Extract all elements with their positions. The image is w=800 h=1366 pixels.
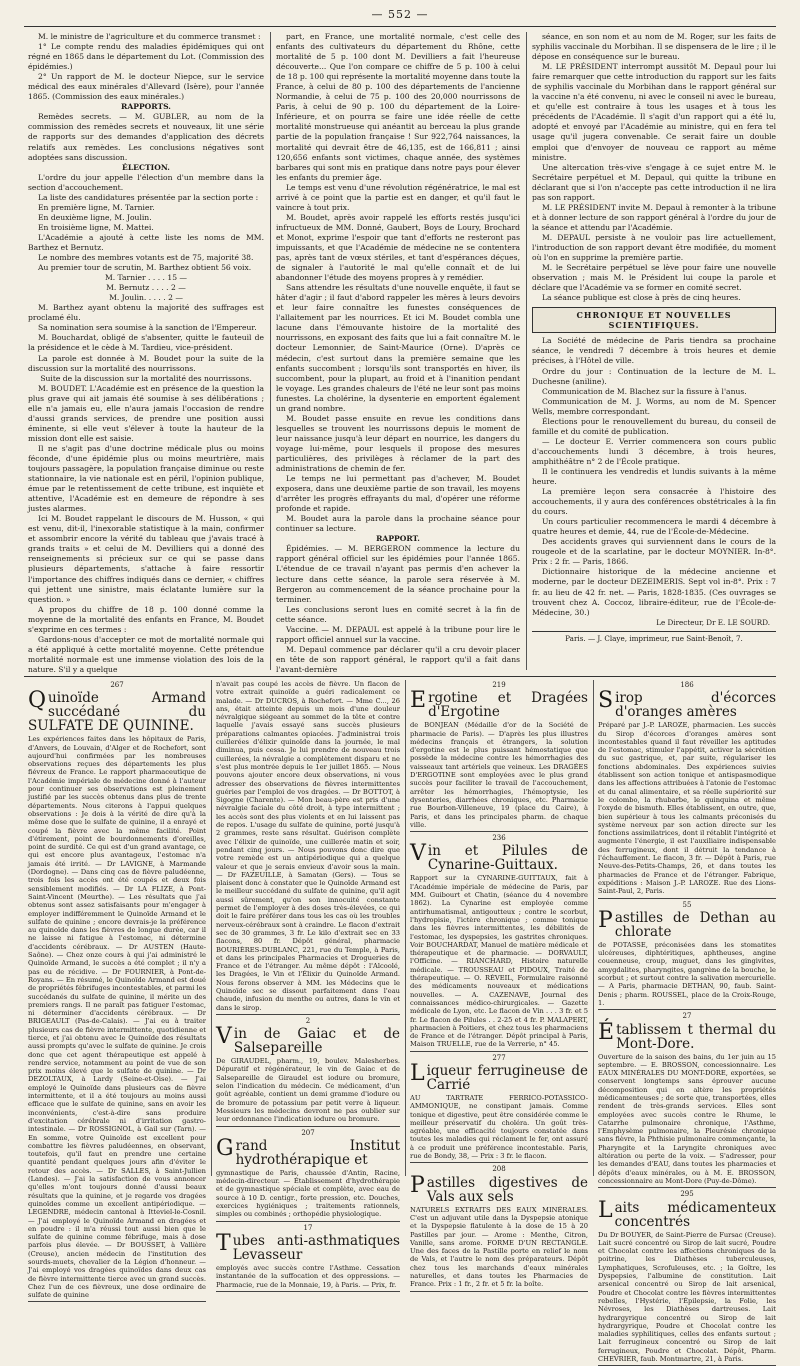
paragraph: L'ordre du jour appelle l'élection d'un membre dans la section d'accouchement. [28, 172, 264, 192]
ad-ergotine-body: de BONJEAN (Médaille d'or de la Société de pharmacie de Paris). — D'après les plus illustres médecins français et étrangers, la solution d'ergotine est le plus puissant hémostatique que possède la médecine contre les hémorrhagies des vaisseaux tant artériels que veineux. Les DRAGÉES D'ERGOTINE sont employées avec le plus grand succès pour faciliter le travail de l'accouchement, arrêter les hémorrhagies, l'hémoptysie, les dysenteries, diarrhées chroniques, etc. Pharmacie rue Bourbon-Villeneuve, 19 (place du Caire), à Paris, et dans les principales pharm. de chaque ville. [410, 721, 588, 829]
ad-column-3 [410, 680, 588, 1289]
ad-laits-medicamenteux-title [598, 1197, 776, 1230]
section-banner: CHRONIQUE ET NOUVELLES SCIENTIFIQUES. [532, 307, 776, 333]
printer-imprint: Paris. — J. Claye, imprimeur, rue Saint-Benoît, 7. [532, 631, 776, 644]
paragraph: Des accidents graves qui surviennent dans le cours de la rougeole et de la scarlatine, par le docteur MOYNIER. In-8°. Prix : 2 fr. — Paris, 1866. [532, 537, 776, 567]
paragraph: Ordre du jour : Continuation de la lecture de M. L. Duchesne (aniline). [532, 366, 776, 386]
ad-divider [598, 1187, 776, 1188]
ad-pastilles-vals-number: 208 [492, 1165, 506, 1174]
ad-liqueur-carrie-title-text: iqueur ferrugineuse de Carrié [426, 1062, 588, 1093]
paragraph: M. LE PRÉSIDENT invite M. Depaul à remonter à la tribune et à donner lecture de son rapport général à l'ordre du jour de la séance et attendu par l'Académie. [532, 202, 776, 232]
ad-mont-dore-initial: É [598, 1019, 615, 1045]
ad-divider [216, 1291, 400, 1292]
ad-quinoide-number: 267 [110, 681, 124, 689]
ad-quinoide-body: Les expériences faites dans les hôpitaux de Paris, d'Anvers, de Louvain, d'Alger et de Rochefort, sont aujourd'hui confirmées par les nombreuses observations reçues des départements les plus fiévreux de France. Le rapport pharmaceutique de l'Académie impériale de médecine donné à l'auteur pour continuer ses observations est pleinement justifié par les succès obtenus dans plus de trente départements. Nous citerons à l'appui quelques observations : Je dois à la vérité de dire qu'à la même dose que le sulfate de quinine, il a enrayé et coupé la fièvre avec la même facilité. Point d'étirement, point de bourdonnements d'oreilles, point de surdité. Ce qui est d'un grand avantage, ce qui est encore plus avantageux, l'estomac n'a jamais été irrité. — Dr LAVIGNE, à Marmande (Dordogne). — Dans cinq cas de fièvre paludéenne, trois fois les accès ont été coupés et deux fois sensiblement modifiés. — Dr LA FLIZE, à Pont-Saint-Vincent (Meurthe). — Les résultats que j'ai obtenus sont assez satisfaisants pour m'engager à employer indifféremment le Quinoïde Armand et le sulfate de quinine ; encore devrais-je la préférence au quinoïde dans les fièvres de longue durée, car il ne laisse ni fatigue à l'estomac, ni détermine d'accidents cérébraux. — Dr AUSTEN (Haute-Saône). — Chez onze cours à qui j'ai administré le Quinoïde Armand, le succès a été complet ; il n'y a pas eu de récidive. — Dr FOURNIER, à Pont-de-Royans. — En résumé, le Quinoïde Armand est doué de propriétés fébrifuges incontestables, et parmi les succédanés du sulfate de quinine, il mérite un des premiers rangs. Il ne paraît pas fatiguer l'estomac, ni déterminer d'accidents cérébraux. — Dr BRIGEAULT (Pas-de-Calais). — J'ai eu à traiter plusieurs cas de fièvre intermittente, quotidienne et tierce, et j'ai obtenu avec le Quinoïde des résultats aussi prompts qu'avec le sulfate de quinine. Je crois donc que cet agent thérapeutique est appelé à rendre service, notamment au point de vue de son prix moins élevé que le sulfate de quinine. — Dr DEZOLTAUX, à Lardy (Seine-et-Oise). — J'ai employé le Quinoïde dans plusieurs cas de fièvre intermittente, et il a été toujours au moins aussi efficace que le sulfate de quinine, sans en avoir les inconvénients, c'est-à-dire sans produire d'excitation cérébrale ni d'irritation gastro-intestinale. — Dr ROSSIGNOL, à Gail sur (Tarn). — En somme, votre Quinoïde est excellent pour combattre les fièvres paludéennes, en observant, toutefois, qu'il faut en prendre une certaine quantité pendant quelques jours afin d'éviter le retour des accès. — Dr SALLES, à Saint-Jullien (Landes). — J'ai la satisfaction de vous annoncer qu'elles m'ont toujours donné d'aussi beaux résultats que la quinine, et je regarde vos dragées quinoïdes comme un excellent antipériodique. — LEGENDRE, médecin cantonal à Itteviel-le-Cosnil. — J'ai employé le Quinoïde Armand en dragées et en poudre : il m'a réussi tout aussi bien que le sulfate de quinine comme fébrifuge, mais à dose parfois plus élevée. — Dr BOUSSET, à Vallière (Creuse), ancien médecin de l'institution des sourds-muets, chevalier de la Légion d'honneur. — J'ai employé vos dragées quinoïdes dans deux cas de fièvre intermittente tierce avec un grand succès. Chez l'un de ces fièvreux, une dose ordinaire de sulfate de quinine [28, 735, 206, 1300]
paragraph: M. le Secrétaire perpétuel se lève pour faire une nouvelle observation ; mais M. le Président lui coupe la parole et déclare que l'Académie va se former en comité secret. [532, 263, 776, 293]
ad-mont-dore-body: Ouverture de la saison des bains, du 1er juin au 15 septembre. — E. BROSSON, concessionnaire. Les EAUX MINÉRALES DU MONT-DORE, exportées, se conservent longtemps sans éprouver aucune décomposition qui en altère les propriétés médicamenteuses ; de sorte que, transportées, elles rendent de très-grands services. Elles sont employées avec succès contre le Rhume, le Catarrhe pulmonaire chronique, l'Asthme, l'Emphysème pulmonaire, la Pleurésie chronique sans fièvre, la Phthisie pulmonaire commençante, la Pharyngite et la Laryngite chroniques avec altération ou perte de la voix. — S'adresser, pour les demandes d'EAU, dans toutes les pharmacies et dépôts d'eaux minérales, ou à M. E. BROSSON, concessionnaire au Mont-Dore (Puy-de-Dôme). [598, 1052, 776, 1185]
ad-ergotine-number: 219 [492, 681, 506, 689]
ad-vin-gaiac-title [216, 1024, 400, 1057]
paragraph: Dictionnaire historique de la médecine ancienne et moderne, par le docteur DEZEIMERIS. Sept vol in-8°. Prix : 7 fr. au lieu de 42 fr. net. — Paris, 1828-1835. (Ces ouvrages se trouvent chez A. Coccoz, libraire-éditeur, rue de l'École-de-Médecine, 30.) [532, 567, 776, 617]
paragraph: Communication de M. J. Worms, au nom de M. Spencer Wells, membre correspondant. [532, 396, 776, 416]
paragraph: Le temps est venu d'une révolution régénératrice, le mal est arrivé à ce point que la partie est en danger, et qu'il faut le vaincre à tout prix. [276, 182, 520, 212]
column-divider [211, 680, 212, 1176]
paragraph: M. BOUDET. L'Académie est en présence de la question la plus grave qui ait jamais été soumise à ses délibérations ; elle n'a jamais eu, elle n'aura jamais l'occasion de rendre d'aussi grands services, de prendre une position aussi éminente, si elle veut s'élever à toute la hauteur de la mission dont elle est saisie. [28, 383, 264, 443]
paragraph: Il le continuera les vendredis et lundis suivants à la même heure. [532, 466, 776, 487]
ad-hydrotherapie-initial: G [216, 1135, 234, 1161]
ad-divider [598, 1009, 776, 1010]
ad-pastilles-dethan-number: 55 [682, 900, 692, 909]
paragraph: part, en France, une mortalité normale, c'est celle des enfants des cultivateurs du département du Rhône, cette mortalité de 5 p. 100 dont M. Devilliers a fait l'heureuse découverte... Que l'on compare ce chiffre de 5 p. 100 à celui de 18 p. 100 qui représente la mortalité moyenne dans toute la France, à celui de 80 p. 100 des départements de l'ancienne Normandie, à celui de 75 p. 100 des 20,000 nourrissons de Paris, à celui de 90 p. 100 du département de la Loire-Inférieure, et on pourra se faire une idée réelle de cette mortalité monstrueuse qui anéantit au berceau la plus grande partie de la population française ! Sur 922,764 naissances, la mortalité qui devrait être de 46,135, est de 166,811 ; ainsi 120,656 enfants sont victimes, chaque année, des systèmes barbares qui sont mis en pratique dans notre pays pour élever les enfants du premier âge. [276, 32, 520, 182]
ad-divider [410, 1051, 588, 1052]
paragraph: Vaccine. — M. DEPAUL est appelé à la tribune pour lire le rapport officiel annuel sur la vaccine. [276, 624, 520, 644]
ad-cynarine-initial: V [410, 841, 426, 867]
paragraph: Au premier tour de scrutin, M. Barthez obtient 56 voix. [38, 263, 252, 273]
director-signature: Le Directeur, Dr E. LE SOURD. [656, 617, 770, 627]
ad-divider [216, 1221, 400, 1222]
ad-divider [216, 1126, 400, 1127]
ad-vin-gaiac-initial: V [216, 1024, 232, 1050]
ad-column-1 [28, 680, 206, 1300]
ad-sirop-laroze-initial: S [598, 688, 614, 714]
ad-tubes-levasseur-body: employés avec succès contre l'Asthme. Cessation instantanée de la suffocation et des oppressions. — Pharmacie, rue de la Monnaie, 19, à Paris. — Prix, fr. [216, 1263, 400, 1289]
paragraph: Sans attendre les résultats d'une nouvelle enquête, il faut se hâter d'agir ; il faut d'abord rappeler les mères à leurs devoirs et leur faire connaître les funestes conséquences de l'allaitement par les nourrices. Et ici M. Boudet combla une lacune dans l'émouvante histoire de la mortalité des nourrissons, en exposant des faits que lui a fait connaître M. le docteur Lemonnier, de Saint-Maurice (Orne). D'après ce médecin, c'est surtout dans la première semaine que les enfants succombent ; lorsqu'ils sont transportés en hiver, ils succombent, pour la plupart, au froid et à l'inanition pendant le voyage. Les grandes chaleurs de l'été ne leur sont pas moins funestes. La cholérine, la dysenterie en emportent également un grand nombre. [276, 283, 520, 413]
ad-mont-dore-title-text: tablissem t thermal du Mont-Dore. [616, 1021, 776, 1052]
paragraph: M. le ministre de l'agriculture et du commerce transmet : [38, 32, 261, 41]
ad-liqueur-carrie-number: 277 [492, 1053, 506, 1062]
ad-cynarine-title [410, 841, 588, 874]
ad-pastilles-vals-title [410, 1172, 588, 1205]
paragraph: Il ne s'agit pas d'une doctrine médicale plus ou moins féconde, d'une épidémie plus ou moins meurtrière, mais toujours passagère, la population française diminue ou reste stationnaire, la vie nationale est en péril, l'opinion publique, émue par le retentissement de cette tribune, est inquiète et attentive, l'Académie est en demeure de répondre à ses justes alarmes. [28, 443, 264, 514]
column-divider [526, 32, 527, 670]
ad-liqueur-carrie-initial: L [410, 1060, 425, 1086]
ad-pastilles-vals-initial: P [410, 1172, 425, 1198]
column-divider [593, 680, 594, 1176]
paragraph: séance, en son nom et au nom de M. Roger, sur les faits de syphilis vaccinale du Morbihan. Il se dispensera de le lire ; il le dépose en conséquence sur le bureau. [532, 32, 776, 62]
ad-pastilles-dethan-title [598, 907, 776, 940]
ad-quinoide-cont-body: n'avait pas coupé les accès de fièvre. Un flacon de votre extrait quinoïde a guéri radicalement ce malade. — Dr DUCROS, à Rochefort. — Mme C..., 26 ans, était atteinte depuis un mois d'une douleur névralgique siégeant au sommet de la tête et contre laquelle j'avais essayé sans succès plusieurs préparations calmantes opiacées. J'administrai trois cuillerées d'élixir quinoïde dans la journée, le mal diminua, puis cessa. Je lui prendre de nouveau trois cuillerées, la névralgie a complètement disparu et ne s'est plus montrée depuis le 1er juillet 1865. — Nous pouvons ajouter encore deux observations, ni vous adresser des observations de fièvres intermittentes guéries par l'emploi de vos dragées. — Dr BOTTOT, à Sigogne (Charente). — Mon beau-père est pris d'une névralgie faciale du côté droit, à type intermittent ; les accès sont des plus violents et en lui laissent pas de repos. L'usage du sulfate de quinine, porté jusqu'à 2 grammes, reste sans résultat. Guérison complète avec l'élixir de quinoïde, une cuillerée matin et soir, pendant cinq jours. — Nous pouvons donc dire que votre remède est un antipériodique qui a quelque valeur et que je serais envieux d'avoir sous la main. — Dr FAZEUILLE, à Samatan (Gers). — Tous se plaisent donc à constater que le Quinoïde Armand est le meilleur succédané du sulfate de quinine, qu'il agit aussi sûrement, qu'on son innocuité constante permet de l'employer à des doses très-élevées, ce qui doit le faire préférer dans tous les cas où les troubles nerveux-cérébraux sont à craindre. Le flacon d'extrait sec de 30 grammes, 3 fr. Le kilo d'extrait sec en 33 flacons, 80 fr. Dépôt général, pharmacie BOURIÈRES-DUBLANC, 221, rue du Temple, à Paris, et dans les principales Pharmacies et Drogueries de France et de l'étranger. Au même dépôt : l'Alcoolé, les Dragées, le Vin et l'Élixir du Quinoïde Armand. Nous ferons observer à MM. les Médecins que le Quinoïde sec se dissout parfaitement dans l'eau chaude, infusion du menthe ou autres, dans le vin et dans le sirop. [216, 680, 400, 1012]
paragraph: Le temps ne lui permettant pas d'achever, M. Boudet exposera, dans une deuxième partie de son travail, les moyens d'arrêter les progrès effrayants du mal, d'opérer une réforme profonde et rapide. [276, 474, 520, 514]
ad-divider [28, 1301, 206, 1302]
ad-cynarine-title-text: in et Pilules de Cynarine-Guittaux. [427, 843, 588, 874]
section-heading: M. Joulin. . . . . 2 — [109, 293, 183, 303]
ad-hydrotherapie-body: gymnastique de Paris, chaussée d'Antin, Racine, médecin-directeur. — Établissement d'hydrothérapie et de gymnastique spéciale et complète, avec eau de source à 10 D. centigr., forte pression, etc. Douches, exercices hygiéniques ; traitements rationnels, simples ou combinés ; orthopédie physiologique. [216, 1168, 400, 1219]
ad-quinoide-title-text: uinoïde Armand succédané du SULFATE DE QUININE. [28, 690, 206, 735]
header-rule [24, 26, 776, 27]
ad-mont-dore-number: 27 [682, 1012, 692, 1021]
paragraph: M. DEPAUL persiste à ne vouloir pas lire actuellement, l'introduction de son rapport devant être modifiée, du moment où l'on en supprime la première partie. [532, 232, 776, 263]
ad-sirop-laroze-title-text: irop d'écorces d'oranges amères [615, 690, 776, 721]
paragraph: M. Boudet aura la parole dans la prochaine séance pour continuer sa lecture. [276, 514, 520, 534]
column-divider [270, 32, 271, 670]
paragraph: Élections pour le renouvellement du bureau, du conseil de famille et du comité de publication. [532, 416, 776, 436]
ad-divider [410, 831, 588, 832]
paragraph: 1° Le compte rendu des maladies épidémiques qui ont régné en 1865 dans le département du Lot. (Commission des épidémies.) [28, 42, 264, 72]
section-heading: M. Tarnier . . . . 15 — [104, 273, 188, 283]
ad-sirop-laroze-title [598, 688, 776, 721]
ad-quinoide-initial: Q [28, 688, 47, 714]
paragraph: La parole est donnée à M. Boudet pour la suite de la discussion sur la mortalité des nourrissons. [28, 353, 264, 373]
paragraph: En troisième ligne, M. Mattei. [38, 222, 154, 232]
ad-column-2 [216, 680, 400, 1289]
ad-ergotine-title [410, 688, 588, 721]
paragraph: Ici M. Boudet rappelant le discours de M. Husson, « qui est venu, dit-il, l'inexorable statistique à la main, confirmer et assombrir encore la vérité du tableau que j'avais tracé à grands traits » et celui de M. Devilliers qui a donné des renseignements si précieux sur ce qui se passe dans plusieurs départements, s'attache à faire ressortir l'importance des chiffres indiqués dans ce dernier, « chiffres qui jettent une sinistre, mais éclatante lumière sur la question. » [28, 514, 264, 604]
paragraph: Communication de M. Blachez sur la fissure à l'anus. [542, 386, 747, 396]
ad-cynarine-body: Rapport sur la CYNARINE-GUITTAUX, fait à l'Académie impériale de médecine de Paris, par MM. Guibourt et Chatin, (séance du 4 novembre 1862). La Cynarine est employée comme antirhumatismal, antigoutteux ; contre le scorbut, l'hydropisie, l'ictère chronique ; comme tonique dans les fièvres intermittentes, les débilités de l'estomac, les dyspepsies, les gastrites chroniques. Voir BOUCHARDAT, Manuel de matière médicale et thérapeutique et de pharmacie. — DORVAULT, l'Officine. — RIANCHARD, Histoire naturelle médicale. — TROUSSEAU et PIDOUX, Traité de thérapeutique. — O. RÉVEIL, Formulaire raisonné des médicaments nouveaux et médications nouvelles. — A. CAZENAVE, Journal des connaissances médico-chirurgicales. — Gazette médicale de Lyon, etc. Le flacon de Vin . . . 3 fr. et 5 fr. Le flacon de Pilules . . 2-25 et 4 fr. P. MALAPERT, pharmacien à Poitiers, et chez tous les pharmaciens de France et de l'étranger. Dépôt principal à Paris, Maison TRUELLE, rue de la Verrerie, n° 45. [410, 874, 588, 1049]
ad-ergotine-initial: E [410, 688, 427, 714]
ad-column-4 [598, 680, 776, 1363]
ad-pastilles-dethan-body: de POTASSE, préconisées dans les stomatites ulcéreuses, diphtéritiques, aphtheuses, angine couenneuse, croup, muguet, dans les gingivites, amygdalites, pharyngites, gangrène de la bouche, le scorbut ; et surtout contre la salivation mercurielle. — A Paris, pharmacie DETHAN, 90, faub. Saint-Denis ; pharm. ROUSSEL, place de la Croix-Rouge, 1. [598, 940, 776, 1007]
paragraph: Épidémies. — M. BERGERON commence la lecture du rapport général officiel sur les épidémies pour l'année 1865. L'étendue de ce travail n'ayant pas permis d'en achever la lecture dans cette séance, la parole sera réservée à M. Bergeron au commencement de la séance prochaine pour la terminer. [276, 544, 520, 604]
column-divider [405, 680, 406, 1176]
ad-laits-medicamenteux-number: 295 [680, 1190, 694, 1199]
ad-hydrotherapie-title-text: rand Institut hydrothérapique et [235, 1137, 400, 1168]
paragraph: En première ligne, M. Tarnier. [38, 202, 155, 212]
ad-hydrotherapie-number: 207 [301, 1128, 315, 1137]
ad-ergotine-title-text: rgotine et Dragées d'Ergotine [428, 690, 588, 721]
paragraph: La première leçon sera consacrée à l'histoire des accouchements, il y aura des conférences obstétricales à la fin du cours. [532, 487, 776, 517]
ad-pastilles-vals-title-text: astilles digestives de Vals aux sels [426, 1174, 588, 1205]
ad-cynarine-number: 236 [492, 834, 506, 843]
ad-liqueur-carrie-title [410, 1060, 588, 1093]
ad-vin-gaiac-title-text: in de Gaiac et de Salsepareille [233, 1026, 400, 1057]
paragraph: M. Bouchardat, obligé de s'absenter, quitte le fauteuil de la présidence et le cède à M. Tardieu, vice-président. [28, 333, 264, 353]
ad-tubes-levasseur-title-text: ubes anti-asthmatiques Levasseur [232, 1232, 400, 1263]
section-heading: M. Bernutz . . . . 2 — [106, 283, 186, 293]
section-heading: Suite de la discussion sur la mortalité des nourrissons. [40, 373, 252, 383]
ad-divider [598, 898, 776, 899]
paragraph: Les conclusions seront lues en comité secret à la fin de cette séance. [276, 604, 520, 624]
ad-pastilles-dethan-initial: P [598, 907, 613, 933]
ad-quinoide-title [28, 688, 206, 735]
paragraph: M. Boudet, après avoir rappelé les efforts restés jusqu'ici infructueux de MM. Donné, Gaubert, Boys de Loury, Brochard et Monot, exprime l'espoir que tant d'efforts ne resteront pas impuissants, et que l'Académie de médecine ne se contentera pas, après tant de vœux stériles, et tant d'espérances déçues, de signaler à l'autorité le mal qu'elle connaît et de lui abandonner l'étude des moyens propres à y remédier. [276, 212, 520, 283]
ad-laits-medicamenteux-title-text: aits médicamenteux concentrés [614, 1199, 776, 1230]
ad-divider [410, 1291, 588, 1292]
paragraph: Le nombre des membres votants est de 75, majorité 38. [38, 253, 254, 263]
ad-laits-medicamenteux-body: Du Dr BOUYER, de Saint-Pierre de Fursac (Creuse). Lait sucré concentré ou Sirop de lait sucré, Poudre et Chocolat contre les affections chroniques de la poitrine, les Diathèses tuberculeuses, Lymphatiques, Scrofuleuses, etc. ; la Goître, les Dyspepsies, l'albumine de constitution. Lait arsenical concentré ou Sirop de lait arsenical, Poudre et Chocolat contre les fièvres intermittentes rebelles, l'Hystérie, l'Épilepsie, la Folie, les Névroses, les Diathèses dartreuses. Lait hydrargyrique concentré ou Sirop de lait hydrargyrique, Poudre et Chocolat contre les maladies syphilitiques, celles des enfants surtout ; Lait ferrugineux concentré ou Sirop de lait ferrugineux, Poudre et Chocolat. Dépôt, Pharm. CHEVRIER, faub. Montmartre, 21, à Paris. [598, 1230, 776, 1363]
ad-hydrotherapie-title [216, 1135, 400, 1168]
paragraph: M. Boudet passe ensuite en revue les conditions dans lesquelles se trouvent les nourrissons depuis le moment de leur naissance jusqu'à leur départ en nourrice, les dangers du voyage lui-même, pour lesquels il propose des mesures particulières, des privilèges à réclamer de la part des administrations de chemin de fer. [276, 413, 520, 474]
paragraph: La Société de médecine de Paris tiendra sa prochaine séance, le vendredi 7 décembre à trois heures et demie précises, à l'Hôtel de ville. [532, 336, 776, 366]
ad-laits-medicamenteux-initial: L [598, 1197, 613, 1223]
paragraph: Une altercation très-vive s'engage à ce sujet entre M. le Secrétaire perpétuel et M. Depaul, qui quitte la tribune en déclarant que si l'on n'accepte pas cette introduction il ne lira pas son rapport. [532, 162, 776, 202]
ad-sirop-laroze-number: 186 [680, 681, 694, 689]
article-column-2 [276, 32, 520, 672]
paragraph: M. Depaul commence par déclarer qu'il a cru devoir placer en tête de son rapport général, le rapport qu'il a fait dans l'avant-dernière [276, 644, 520, 674]
paragraph: La séance publique est close à près de cinq heures. [542, 293, 741, 303]
ad-divider [410, 1162, 588, 1163]
ad-tubes-levasseur-title [216, 1230, 400, 1263]
ad-sirop-laroze-body: Préparé par J.-P. LAROZE, pharmacien. Les succès du Sirop d'écorces d'oranges amères sont incontestables quand il faut réveiller les aptitudes de l'estomac, stimuler l'appétit, activer la sécrétion du suc gastrique, et, par suite, régulariser les fonctions abdominales. Des expériences suivies établissent son action tonique et antispasmodique dans les affections attribuées à l'atonie de l'estomac et du canal alimentaire, et sa réelle supériorité sur le colombo, la rhubarbe, le quinquina et même l'oxyde de bismuth. Elles établissent, en outre, que, bien supérieur à tous les calmants préconisés du système nerveux par son action directe sur les fonctions assimilatrices, dont il rétablit l'intégrité et augmente l'énergie, il est l'auxiliaire indispensable des ferrugineux, dont il détruit la tendance à l'échauffement. Le flacon, 3 fr. — Dépôt à Paris, rue Neuve-des-Petits-Champs, 26, et dans toutes les pharmacies de France et de l'étranger. Fabrique, expéditions : Maison J.-P. LAROZE. Rue des Lions-Saint-Paul, 2, Paris. [598, 721, 776, 896]
article-column-3 [532, 32, 776, 672]
paragraph: Un cours particulier recommencera le mardi 4 décembre à quatre heures et demie, 44, rue de l'École-de-Médecine. [532, 517, 776, 537]
ad-mont-dore-title [598, 1019, 776, 1052]
paragraph: M. Barthez ayant obtenu la majorité des suffrages est proclamé élu. [28, 303, 264, 323]
paragraph: La liste des candidatures présentée par la section porte : [38, 192, 259, 202]
paragraph: Remèdes secrets. — M. GUBLER, au nom de la commission des remèdes secrets et nouveaux, lit une série de rapports sur des demandes d'application des décrets relatifs aux remèdes. Les conclusions négatives sont adoptées sans discussion. [28, 112, 264, 162]
paragraph: L'Académie a ajouté à cette liste les noms de MM. Barthez et Bernutz. [28, 232, 264, 252]
ad-liqueur-carrie-body: AU TARTRATE FERRICO-POTASSICO-AMMONIQUE, ne constipant jamais. Comme tonique et digestive, peut être considérée comme le meilleur préservatif du choléra. Un goût très-agréable, une efficacité toujours constatée dans toutes les maladies qui réclament le fer, ont assuré à ce produit une préférence incontestable. Paris, rue de Bondy, 38, — Prix : 3 fr. le flacon. [410, 1093, 588, 1161]
ad-vin-gaiac-number: 2 [305, 1016, 311, 1025]
paragraph: A propos du chiffre de 18 p. 100 donné comme la moyenne de la mortalité des enfants en France, M. Boudet s'exprime en ces termes : [28, 604, 264, 634]
paragraph: M. LE PRÉSIDENT interrompt aussitôt M. Depaul pour lui faire remarquer que cette introduction du rapport sur les faits de syphilis vaccinale du Morbihan dans le rapport général sur la vaccine n'a été convenu, ni avec le conseil ni avec le bureau, et qu'elle est contraire à tous les usages et à tous les précédents de l'Académie. Il s'agit d'un rapport qui a été lu, adopté et envoyé par l'Académie au ministre, qui en fera tel usage qu'il jugera convenable. Ce serait faire un double emploi que d'envoyer de nouveau ce rapport au même ministre. [532, 62, 776, 162]
paragraph: Gardons-nous d'accepter ce mot de mortalité normale qui a été appliqué à cette mortalité moyenne. Cette prétendue mortalité normale est une immense violation des lois de la nature. S'il y a quelque [28, 634, 264, 674]
ads-top-rule [24, 676, 776, 677]
page-number: — 552 — [371, 8, 429, 21]
ad-vin-gaiac-body: De GIRAUDEL, pharm., 19, boulev. Malesherbes. Dépuratif et régénérateur, le vin de Gaiac et de Salsepareille de Giraudel est iodure ou bromure, selon l'indication du médecin. Ce médicament, d'un goût agréable, contient un demi gramme d'iodure ou de bromure de potassium par petit verre à liqueur. Messieurs les médecins devront ne pas oublier sur leur ordonnance l'indication iodure ou bromure. [216, 1057, 400, 1124]
section-heading: RAPPORT. [376, 534, 420, 544]
section-heading: ÉLECTION. [122, 162, 170, 172]
ad-pastilles-vals-body: NATURELS EXTRAITS DES EAUX MINÉRALES. C'est un adjuvant utile dans la Dyspepsie atonique et la Dyspepsie flatulente à la dose de 15 à 20 Pastilles par jour. — Arome : Menthe, Citron, Vanille, sans arome. FORME D'UN RECTANGLE. Une des faces de la Pastille porte en relief le nom de Vals, et l'autre le nom des préparateurs. Dépôt chez tous les marchands d'eaux minérales naturelles, et dans toutes les Pharmacies de France. Prix : 1 fr., 2 fr. et 5 fr. la boîte. [410, 1205, 588, 1289]
article-column-1 [28, 32, 264, 672]
section-heading: RAPPORTS. [121, 102, 171, 112]
ad-pastilles-dethan-title-text: astilles de Dethan au chlorate [614, 909, 776, 940]
ad-tubes-levasseur-number: 17 [303, 1223, 313, 1232]
paragraph: 2° Un rapport de M. le docteur Niepce, sur le service médical des eaux minérales d'Allevard (Isère), pour l'année 1865. (Commission des eaux minérales.) [28, 72, 264, 102]
paragraph: En deuxième ligne, M. Joulin. [38, 212, 152, 222]
ad-tubes-levasseur-initial: T [216, 1230, 231, 1256]
paragraph: — Le docteur E. Verrier commencera son cours public d'accouchements lundi 3 décembre, à trois heures, amphithéâtre n° 2 de l'École pratique. [532, 436, 776, 466]
ad-divider [216, 1014, 400, 1015]
paragraph: Sa nomination sera soumise à la sanction de l'Empereur. [38, 323, 257, 333]
